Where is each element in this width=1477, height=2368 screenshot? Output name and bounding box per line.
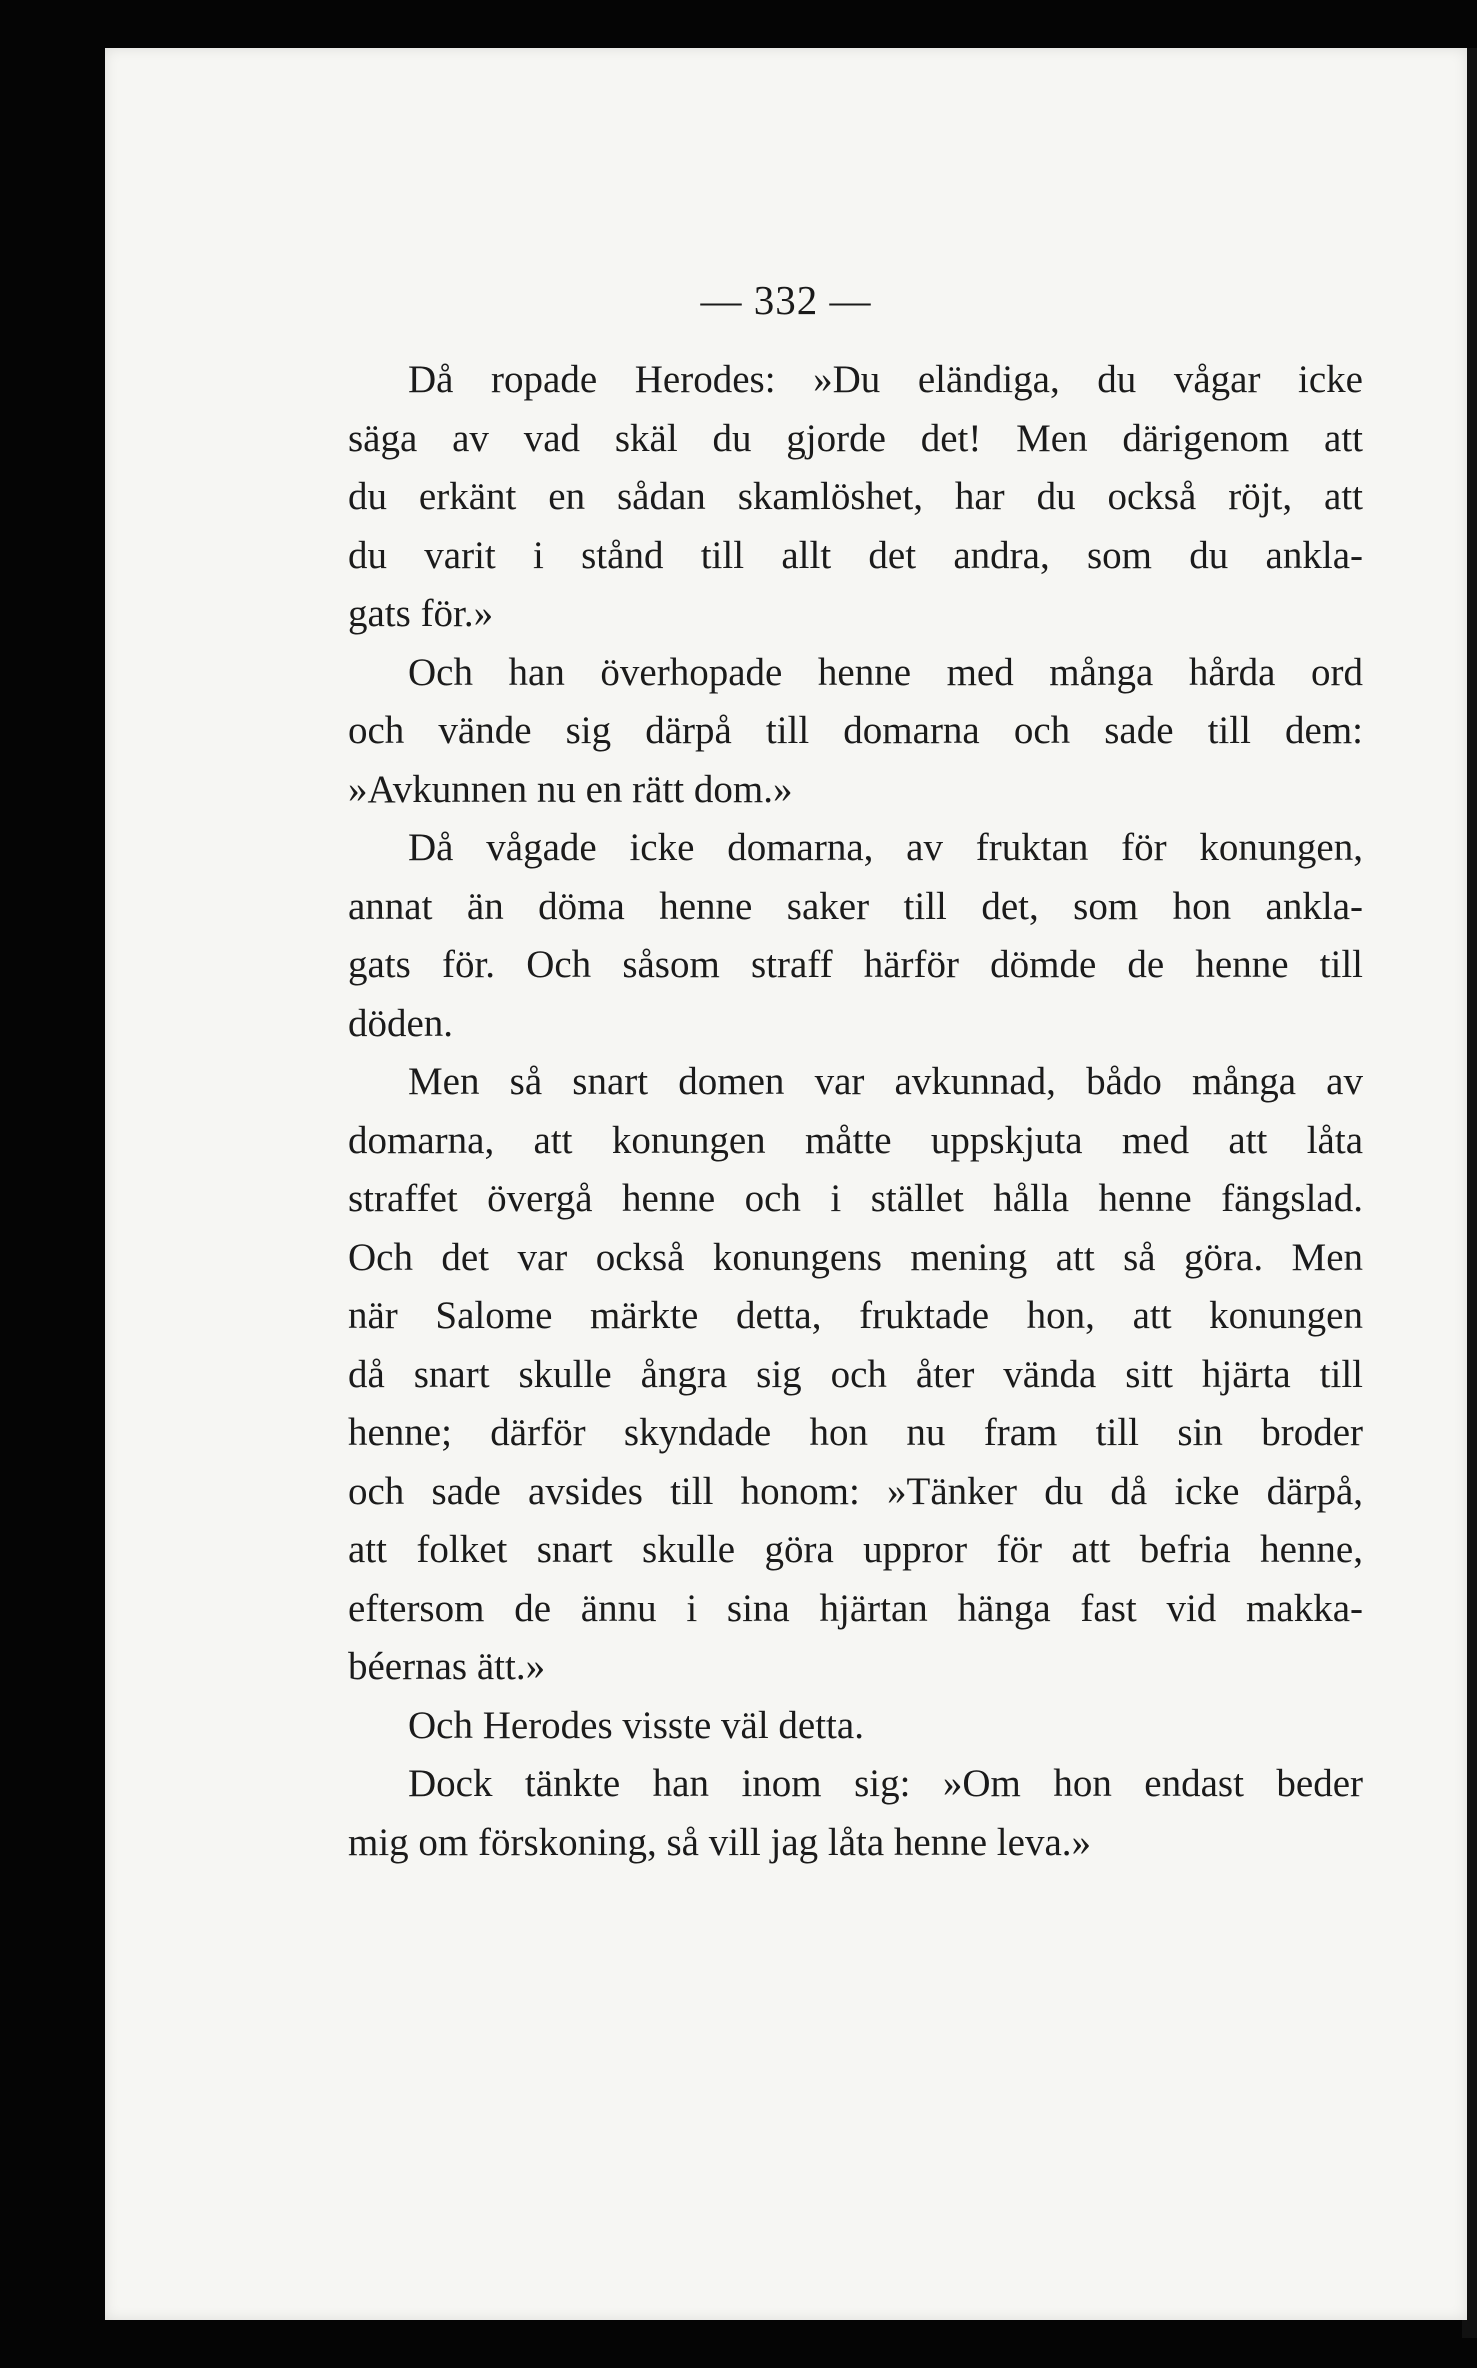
text-line: och vände sig därpå till domarna och sade till dem: — [348, 709, 1363, 752]
text-line: Men så snart domen var avkunnad, bådo många av — [408, 1060, 1363, 1103]
text-line: att folket snart skulle göra uppror för att befria henne, — [348, 1528, 1363, 1571]
text-line: Och det var också konungens mening att så göra. Men — [348, 1235, 1363, 1279]
text-line: annat än döma henne saker till det, som hon ankla- — [348, 884, 1363, 928]
text-line: Dock tänkte han inom sig: »Om hon endast beder — [408, 1762, 1363, 1805]
text-line: henne; därför skyndade hon nu fram till sin broder — [348, 1411, 1363, 1454]
book-page — [105, 48, 1467, 2320]
text-line: Då ropade Herodes: »Du eländiga, du vågar icke — [408, 358, 1363, 401]
text-line: döden. — [348, 1001, 454, 1045]
text-line: du erkänt en sådan skamlöshet, har du också röjt, att — [348, 475, 1363, 518]
text-line: mig om förskoning, så vill jag låta henne leva.» — [348, 1820, 1091, 1864]
text-line: när Salome märkte detta, fruktade hon, att konungen — [348, 1294, 1363, 1337]
text-line: Och han överhopade henne med många hårda ord — [408, 650, 1363, 694]
text-line: Då vågade icke domarna, av fruktan för konungen, — [408, 826, 1363, 869]
text-line: då snart skulle ångra sig och åter vända sitt hjärta till — [348, 1352, 1363, 1396]
text-line: »Avkunnen nu en rätt dom.» — [348, 767, 793, 811]
text-line: straffet övergå henne och i stället hålla henne fängslad. — [348, 1177, 1363, 1220]
text-line: och sade avsides till honom: »Tänker du då icke därpå, — [348, 1469, 1363, 1513]
text-line: gats för.» — [348, 592, 494, 635]
text-line: säga av vad skäl du gjorde det! Men därigenom att — [348, 416, 1363, 460]
body-text — [348, 351, 1363, 1872]
page-number: — 332 — — [700, 277, 872, 323]
text-line: béernas ätt.» — [348, 1645, 546, 1688]
text-line: du varit i stånd till allt det andra, som du ankla- — [348, 533, 1363, 577]
text-line: Och Herodes visste väl detta. — [408, 1703, 864, 1747]
text-line: domarna, att konungen måtte uppskjuta med att låta — [348, 1118, 1363, 1162]
text-line: gats för. Och såsom straff härför dömde de henne till — [348, 943, 1363, 986]
text-line: eftersom de ännu i sina hjärtan hänga fast vid makka- — [348, 1586, 1363, 1630]
